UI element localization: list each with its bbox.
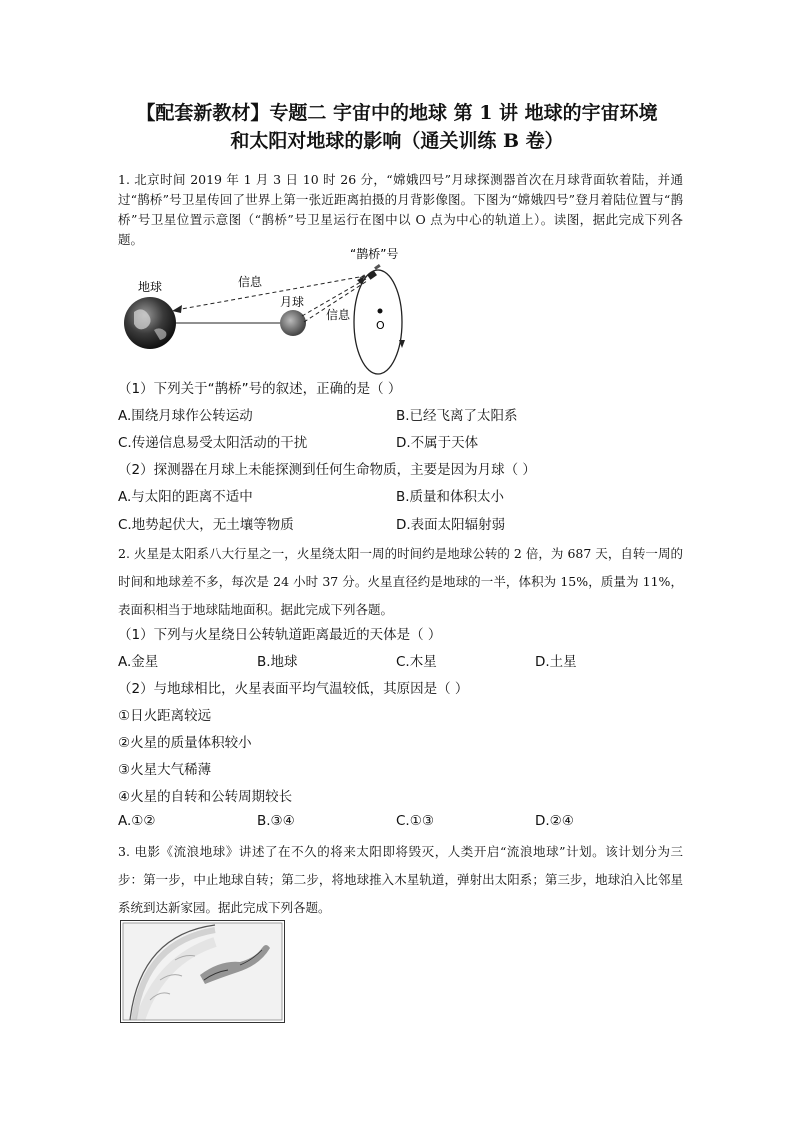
q2-sub2-option-a: A.①②	[118, 813, 156, 829]
q2-sub2-item-4: ④火星的自转和公转周期较长	[118, 789, 293, 805]
q2-sub2-question: （2）与地球相比，火星表面平均气温较低，其原因是（ ）	[118, 681, 469, 697]
q2-sub2-option-b: B.③④	[257, 813, 295, 829]
question-2-stem: 2. 火星是太阳系八大行星之一，火星绕太阳一周的时间约是地球公转的 2 倍，为 687 天，自转一周的时间和地球差不多，每次是 24 小时 37 分。火星直径约是地球的一半，体积为 15%，质量为 11%，表面积相当于地球陆地面积。据此完成下列各题。	[118, 546, 683, 617]
q1-sub2-option-a: A.与太阳的距离不适中	[118, 489, 253, 505]
moon-label: 月球	[280, 295, 305, 309]
earth-moon-satellite-figure	[110, 240, 430, 375]
orbit-center-label: O	[376, 319, 385, 332]
q2-sub2-item-3: ③火星大气稀薄	[118, 762, 212, 778]
q2-sub2-option-d: D.②④	[535, 813, 574, 829]
earth-icon	[124, 297, 176, 349]
q1-sub2-option-c: C.地势起伏大，无土壤等物质	[118, 517, 294, 533]
q2-sub1-option-b: B.地球	[257, 654, 298, 670]
q2-sub2-option-c: C.①③	[396, 813, 434, 829]
earth-label: 地球	[138, 280, 163, 294]
q2-sub2-item-2: ②火星的质量体积较小	[118, 735, 252, 751]
question-1-stem: 1. 北京时间 2019 年 1 月 3 日 10 时 26 分，“嫦娥四号”月球探测器首次在月球背面软着陆，并通过“鹊桥”号卫星传回了世界上第一张近距离拍摄的月背影像图。下图为“嫦娥四号”登月着陆位置与“鹊桥”号卫星位置示意图（“鹊桥”号卫星运行在图中以 O 点为中心的轨道上）。读图，据此完成下列各题。	[118, 172, 683, 247]
q1-sub1-option-c: C.传递信息易受太阳活动的干扰	[118, 435, 308, 451]
q1-sub1-option-d: D.不属于天体	[396, 435, 479, 451]
info-label-1: 信息	[238, 275, 263, 289]
info-label-2: 信息	[326, 308, 351, 322]
question-3-stem: 3. 电影《流浪地球》讲述了在不久的将来太阳即将毁灭，人类开启“流浪地球”计划。该计划分为三步：第一步，中止地球自转；第二步，将地球推入木星轨道，弹射出太阳系；第三步，地球泊入比邻星系统到达新家园。据此完成下列各题。	[118, 844, 683, 915]
q2-sub1-option-a: A.金星	[118, 654, 159, 670]
q2-sub1-option-d: D.土星	[535, 654, 577, 670]
moon-icon	[280, 310, 306, 336]
orbit-center-point	[378, 309, 383, 314]
q2-sub1-option-c: C.木星	[396, 654, 437, 670]
q1-sub1-option-a: A.围绕月球作公转运动	[118, 408, 253, 424]
q2-sub1-question: （1）下列与火星绕日公转轨道距离最近的天体是（ ）	[118, 627, 442, 643]
info-line-earth	[176, 276, 365, 310]
document-title-line-1: 【配套新教材】专题二 宇宙中的地球 第 1 讲 地球的宇宙环境	[136, 102, 658, 124]
q1-sub2-option-d: D.表面太阳辐射弱	[396, 517, 506, 533]
sun-flare-image	[120, 920, 285, 1023]
q1-sub2-question: （2）探测器在月球上未能探测到任何生命物质，主要是因为月球（ ）	[118, 462, 536, 478]
document-title-line-2: 和太阳对地球的影响（通关训练 B 卷）	[230, 130, 564, 152]
q1-sub2-option-b: B.质量和体积太小	[396, 489, 505, 505]
q2-sub2-item-1: ①日火距离较远	[118, 708, 212, 724]
q1-sub1-option-b: B.已经飞离了太阳系	[396, 408, 518, 424]
satellite-label: “鹊桥”号	[350, 247, 399, 261]
q1-sub1-question: （1）下列关于“鹊桥”号的叙述，正确的是（ ）	[118, 381, 402, 397]
